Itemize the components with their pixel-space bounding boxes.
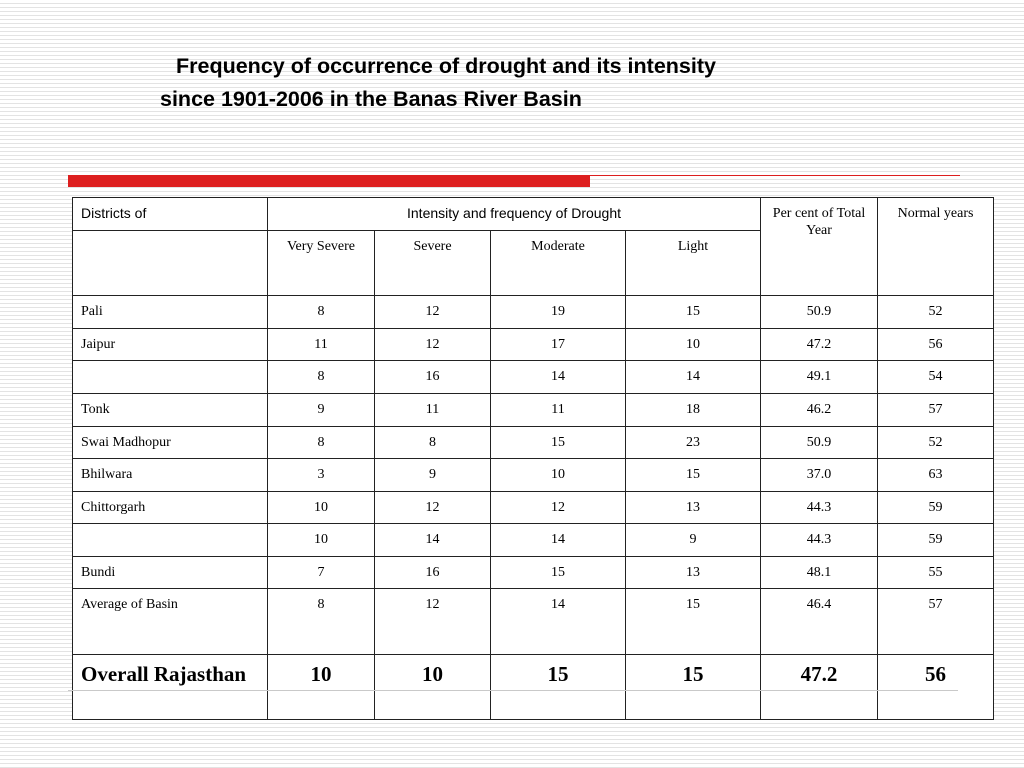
header-intensity-group: Intensity and frequency of Drought <box>268 198 761 231</box>
normal-years-cell: 57 <box>878 589 994 654</box>
header-severe: Severe <box>375 231 491 296</box>
moderate-cell: 10 <box>491 459 626 492</box>
slide-title-line-2: since 1901-2006 in the Banas River Basin <box>160 87 582 111</box>
light-cell: 9 <box>626 524 761 557</box>
normal-years-cell: 54 <box>878 361 994 394</box>
header-light: Light <box>626 231 761 296</box>
drought-table <box>72 197 994 720</box>
per-cent-cell: 50.9 <box>761 426 878 459</box>
table-row-overall <box>73 654 994 719</box>
table-row <box>73 524 994 557</box>
table-row <box>73 491 994 524</box>
slide-title <box>160 50 860 116</box>
overall-severe-cell: 10 <box>375 654 491 719</box>
per-cent-cell: 50.9 <box>761 296 878 329</box>
moderate-cell: 14 <box>491 361 626 394</box>
severe-cell: 16 <box>375 556 491 589</box>
overall-district-cell: Overall Rajasthan <box>73 654 268 719</box>
table-row <box>73 361 994 394</box>
moderate-cell: 19 <box>491 296 626 329</box>
very-severe-cell: 3 <box>268 459 375 492</box>
very-severe-cell: 9 <box>268 394 375 427</box>
accent-bar <box>68 175 590 187</box>
table-row-average <box>73 589 994 654</box>
per-cent-cell: 47.2 <box>761 328 878 361</box>
moderate-cell: 15 <box>491 556 626 589</box>
district-cell: Chittorgarh <box>73 491 268 524</box>
light-cell: 15 <box>626 459 761 492</box>
severe-cell: 11 <box>375 394 491 427</box>
normal-years-cell: 57 <box>878 394 994 427</box>
per-cent-cell: 46.2 <box>761 394 878 427</box>
table-row <box>73 426 994 459</box>
severe-cell: 12 <box>375 296 491 329</box>
district-cell: Swai Madhopur <box>73 426 268 459</box>
district-cell <box>73 524 268 557</box>
header-very-severe: Very Severe <box>268 231 375 296</box>
table-row <box>73 296 994 329</box>
slide-title-line-1: Frequency of occurrence of drought and its intensity <box>176 54 716 78</box>
district-cell: Jaipur <box>73 328 268 361</box>
header-per-cent: Per cent of Total Year <box>761 198 878 296</box>
very-severe-cell: 8 <box>268 589 375 654</box>
header-normal-years: Normal years <box>878 198 994 296</box>
moderate-cell: 14 <box>491 524 626 557</box>
very-severe-cell: 8 <box>268 361 375 394</box>
normal-years-cell: 55 <box>878 556 994 589</box>
district-cell: Bhilwara <box>73 459 268 492</box>
very-severe-cell: 8 <box>268 296 375 329</box>
per-cent-cell: 49.1 <box>761 361 878 394</box>
moderate-cell: 11 <box>491 394 626 427</box>
severe-cell: 12 <box>375 328 491 361</box>
light-cell: 10 <box>626 328 761 361</box>
moderate-cell: 15 <box>491 426 626 459</box>
district-cell: Average of Basin <box>73 589 268 654</box>
light-cell: 18 <box>626 394 761 427</box>
normal-years-cell: 52 <box>878 426 994 459</box>
very-severe-cell: 10 <box>268 491 375 524</box>
severe-cell: 14 <box>375 524 491 557</box>
accent-line <box>590 175 960 176</box>
normal-years-cell: 52 <box>878 296 994 329</box>
header-row-1 <box>73 198 994 231</box>
overall-very-severe-cell: 10 <box>268 654 375 719</box>
severe-cell: 8 <box>375 426 491 459</box>
light-cell: 15 <box>626 589 761 654</box>
header-moderate: Moderate <box>491 231 626 296</box>
header-blank <box>73 231 268 296</box>
moderate-cell: 17 <box>491 328 626 361</box>
moderate-cell: 12 <box>491 491 626 524</box>
very-severe-cell: 7 <box>268 556 375 589</box>
table-row <box>73 328 994 361</box>
per-cent-cell: 37.0 <box>761 459 878 492</box>
normal-years-cell: 59 <box>878 524 994 557</box>
light-cell: 13 <box>626 491 761 524</box>
very-severe-cell: 8 <box>268 426 375 459</box>
light-cell: 15 <box>626 296 761 329</box>
per-cent-cell: 44.3 <box>761 524 878 557</box>
district-cell <box>73 361 268 394</box>
footer-divider <box>68 690 958 691</box>
severe-cell: 9 <box>375 459 491 492</box>
light-cell: 23 <box>626 426 761 459</box>
table-row <box>73 394 994 427</box>
overall-per-cent-cell: 47.2 <box>761 654 878 719</box>
very-severe-cell: 11 <box>268 328 375 361</box>
severe-cell: 12 <box>375 589 491 654</box>
moderate-cell: 14 <box>491 589 626 654</box>
per-cent-cell: 46.4 <box>761 589 878 654</box>
district-cell: Tonk <box>73 394 268 427</box>
table-row <box>73 556 994 589</box>
per-cent-cell: 48.1 <box>761 556 878 589</box>
district-cell: Bundi <box>73 556 268 589</box>
overall-normal-years-cell: 56 <box>878 654 994 719</box>
district-cell: Pali <box>73 296 268 329</box>
header-districts: Districts of <box>73 198 268 231</box>
normal-years-cell: 56 <box>878 328 994 361</box>
table-row <box>73 459 994 492</box>
normal-years-cell: 59 <box>878 491 994 524</box>
per-cent-cell: 44.3 <box>761 491 878 524</box>
overall-moderate-cell: 15 <box>491 654 626 719</box>
light-cell: 13 <box>626 556 761 589</box>
severe-cell: 16 <box>375 361 491 394</box>
normal-years-cell: 63 <box>878 459 994 492</box>
light-cell: 14 <box>626 361 761 394</box>
very-severe-cell: 10 <box>268 524 375 557</box>
overall-light-cell: 15 <box>626 654 761 719</box>
severe-cell: 12 <box>375 491 491 524</box>
